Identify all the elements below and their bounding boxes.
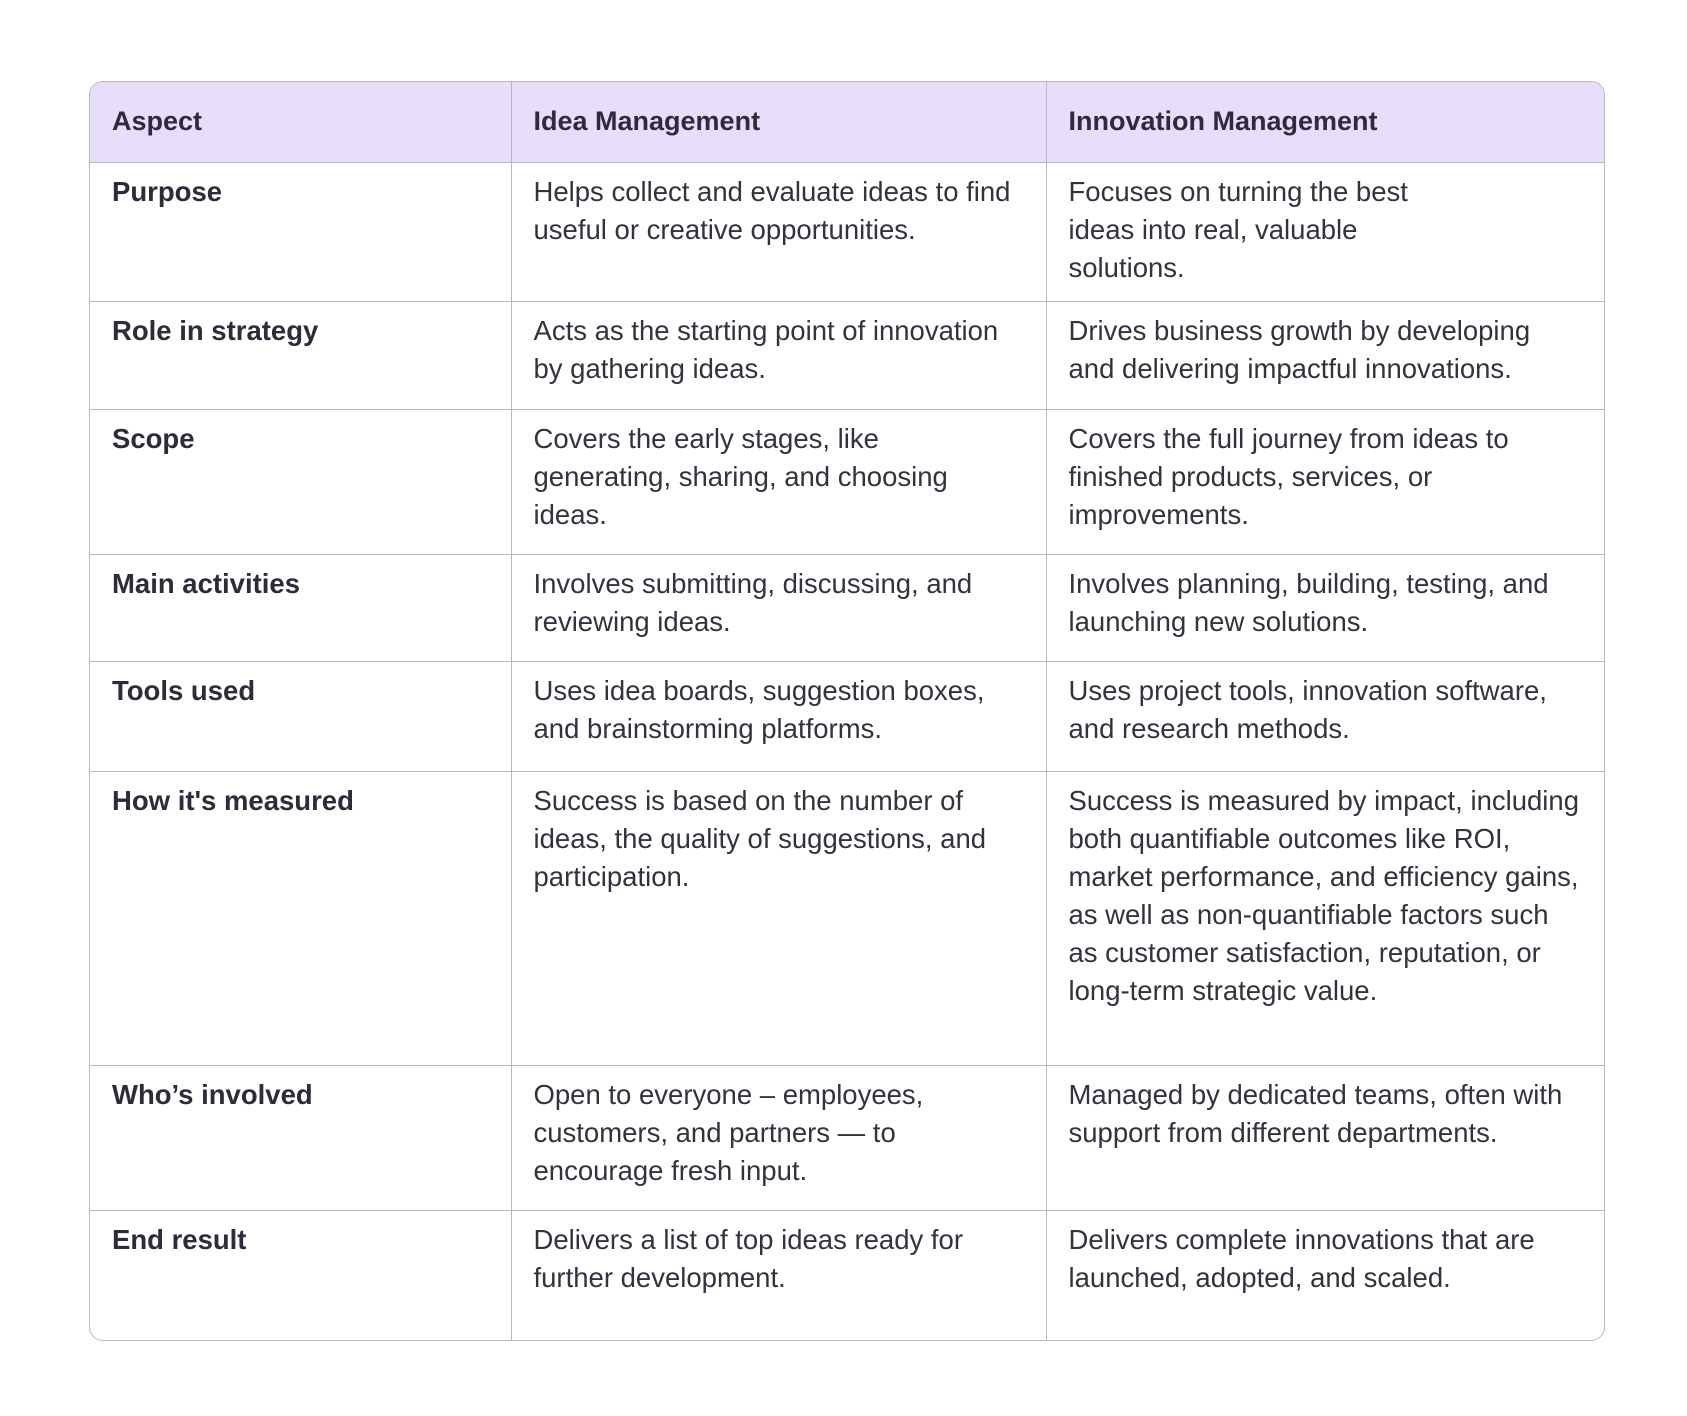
idea-management-cell: Open to everyone – employees, customers, and partners — to encourage fresh input. (511, 1065, 1046, 1210)
table-row (90, 771, 1604, 1065)
comparison-table-container (89, 81, 1605, 1341)
aspect-cell: End result (112, 1223, 247, 1255)
table-body (90, 162, 1604, 1340)
table-row (90, 554, 1604, 661)
header-idea-management: Idea Management (511, 82, 1046, 162)
innovation-management-text: Focuses on turning the best ideas into real, valuable solutions. (1068, 175, 1408, 283)
innovation-management-cell: Uses project tools, innovation software, and research methods. (1046, 661, 1604, 771)
aspect-cell: Scope (90, 409, 511, 554)
header-aspect: Aspect (90, 82, 511, 162)
table-row (90, 301, 1604, 409)
idea-management-cell: Covers the early stages, like generating, sharing, and choosing ideas. (511, 409, 1046, 554)
innovation-management-cell: Success is measured by impact, including both quantifiable outcomes like ROI, market performance, and efficiency gains, as well as non-quantifiable factors such as customer satisfaction, reputation, or long-term strategic value. (1046, 771, 1604, 1065)
innovation-management-cell: Involves planning, building, testing, and launching new solutions. (1046, 554, 1604, 661)
idea-management-cell: Uses idea boards, suggestion boxes, and brainstorming platforms. (511, 661, 1046, 771)
table-row (90, 1065, 1604, 1210)
innovation-management-cell: Drives business growth by developing and delivering impactful innovations. (1046, 301, 1604, 409)
table-row (90, 162, 1604, 301)
innovation-management-cell: Delivers complete innovations that are launched, adopted, and scaled. (1046, 1210, 1604, 1340)
aspect-cell: Tools used (90, 661, 511, 771)
aspect-cell: Role in strategy (90, 301, 511, 409)
table-row (90, 409, 1604, 554)
idea-management-cell: Helps collect and evaluate ideas to find useful or creative opportunities. (511, 162, 1046, 301)
table-row (90, 661, 1604, 771)
innovation-management-cell: Managed by dedicated teams, often with support from different departments. (1046, 1065, 1604, 1210)
header-row (90, 82, 1604, 162)
aspect-cell: Main activities (90, 554, 511, 661)
header-innovation-management: Innovation Management (1046, 82, 1604, 162)
aspect-cell: Purpose (90, 162, 511, 301)
aspect-cell: How it's measured (90, 771, 511, 1065)
comparison-table (90, 82, 1604, 1340)
innovation-management-cell (1046, 162, 1604, 301)
table-header (90, 82, 1604, 162)
idea-management-cell: Delivers a list of top ideas ready for further development. (511, 1210, 1046, 1340)
idea-management-cell: Acts as the starting point of innovation by gathering ideas. (511, 301, 1046, 409)
idea-management-cell: Success is based on the number of ideas, the quality of suggestions, and participation. (511, 771, 1046, 1065)
aspect-cell: Who’s involved (90, 1065, 511, 1210)
innovation-management-cell: Covers the full journey from ideas to finished products, services, or improvements. (1046, 409, 1604, 554)
idea-management-cell: Involves submitting, discussing, and reviewing ideas. (511, 554, 1046, 661)
table-row (90, 1210, 1604, 1340)
